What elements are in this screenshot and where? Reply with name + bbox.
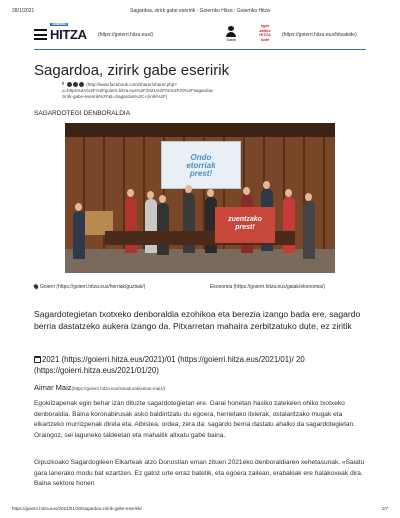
site-header [34, 24, 366, 46]
login-label: Sarta [226, 37, 236, 42]
print-title: Sagardoa, zirirk gabe eseririk - Goierriko Hitza : Goierriko Hitza [130, 8, 270, 14]
article-photo [65, 123, 335, 273]
logo-wordmark [50, 22, 87, 42]
article-paragraph: Gipuzkoako Sagardogileen Elkarteak atzo Donostian eman zituen 2021eko denboraldiaren xehetasunak. «Saiatu gara lanerako modu bat ezartzen. Ez gatoz urte erraz batetik, eta egoera zailean, erabakiak ere halakoxeak dira. Baina sektore honen [34, 459, 365, 488]
person [157, 203, 169, 255]
print-page-number: 1/7 [381, 506, 388, 511]
projection-screen: Ondo etorriak prest! [161, 141, 241, 189]
login-button[interactable] [221, 26, 241, 42]
calendar-icon [34, 356, 41, 363]
header-divider [34, 49, 366, 50]
twitter-icon[interactable] [67, 82, 72, 87]
membership-link[interactable]: (https://goierri.hitza.eus/hitzakide) [282, 32, 357, 38]
print-date: 28/1/2021 [12, 8, 35, 14]
article-paragraph: Egokitzapenak egin behar izan dituzte sagardotegietan ere. Garai honetan hasiko zatekeen ohiko txotxeko denboraldia. Baina koronabirusak asko baldintzatu du egoera, herrietako itxierak, ostalaritzako mugak eta elkartzeko murrizpenak direla eta. Albistea, ordea, zera da: sagardo berria dastatu ahalko da sagardotegietan. Oraingoz, sei laguneko taldeetan eta mahaitik altxatu gabe baina. [34, 400, 356, 439]
share-line[interactable]: zirirk-gabe-eseririk%2F&t=Sagardoa%2C+zirirk%2F) [62, 94, 168, 99]
print-header [0, 0, 400, 14]
person [303, 201, 315, 259]
email-icon[interactable] [79, 82, 84, 87]
share-line[interactable]: u=https%3A%2F%2Fgoierri.hitza.eus%2F2021%2F01%2F20%2Fsagardoa- [62, 88, 214, 93]
article-lead: Sagardotegietan txotxeko denboraldia ezohikoa eta berezia izango bada ere, sagardo berria dastatzeko aukera izango da. Pitxarretan mahaira zerbitzatuko dute, ez ziritik [34, 309, 361, 331]
article-date[interactable]: 2021 (https://goierri.hitza.eus/2021)/01 (https://goierri.hitza.eus/2021/01)/ 20 (https://goierri.hitza.eus/2021/01/20) [34, 355, 305, 375]
promo-banner: zuentzako prest! [215, 207, 275, 243]
photo-caption [34, 284, 366, 290]
person [73, 211, 85, 259]
page-title: Sagardoa, zirirk gabe eseririk [34, 62, 230, 79]
home-link[interactable]: (https://goierri.hitza.eus/) [98, 32, 154, 38]
share-links[interactable] [62, 82, 362, 100]
author-link[interactable]: (https://goierri.hitza.eus/sinadurak/aimar-maiz/) [71, 386, 166, 391]
author-byline[interactable] [34, 383, 165, 392]
membership-badge[interactable]: egin zaitez HITZA kide [259, 23, 271, 42]
logo-text: HITZA [50, 27, 87, 42]
author-name[interactable]: Aimar Maiz [34, 383, 72, 392]
site-logo[interactable] [34, 22, 87, 42]
user-icon [225, 26, 237, 37]
section-link[interactable]: Ekonomia (https://goierri.hitza.eus/gaiak/ekonomia/) [210, 284, 326, 290]
print-url: https://goierri.hitza.eus/2021/01/20/sagardoa-ziririk-gabe-eseririk/ [12, 506, 142, 511]
print-footer [0, 504, 400, 518]
category-label[interactable]: SAGARDOTEGI DENBORALDIA [34, 110, 131, 117]
whatsapp-icon[interactable] [73, 82, 78, 87]
location-link[interactable]: Goierri (https://goierri.hitza.eus/herriak/guztiak/) [40, 284, 146, 290]
logo-tag: GOIERRIKO [52, 22, 67, 26]
share-line[interactable]: f (http://www.facebook.com/sharer/sharer.php? [62, 82, 177, 88]
menu-icon[interactable] [34, 29, 47, 40]
location-pin-icon [33, 283, 39, 289]
facebook-icon[interactable]: f [62, 82, 64, 88]
